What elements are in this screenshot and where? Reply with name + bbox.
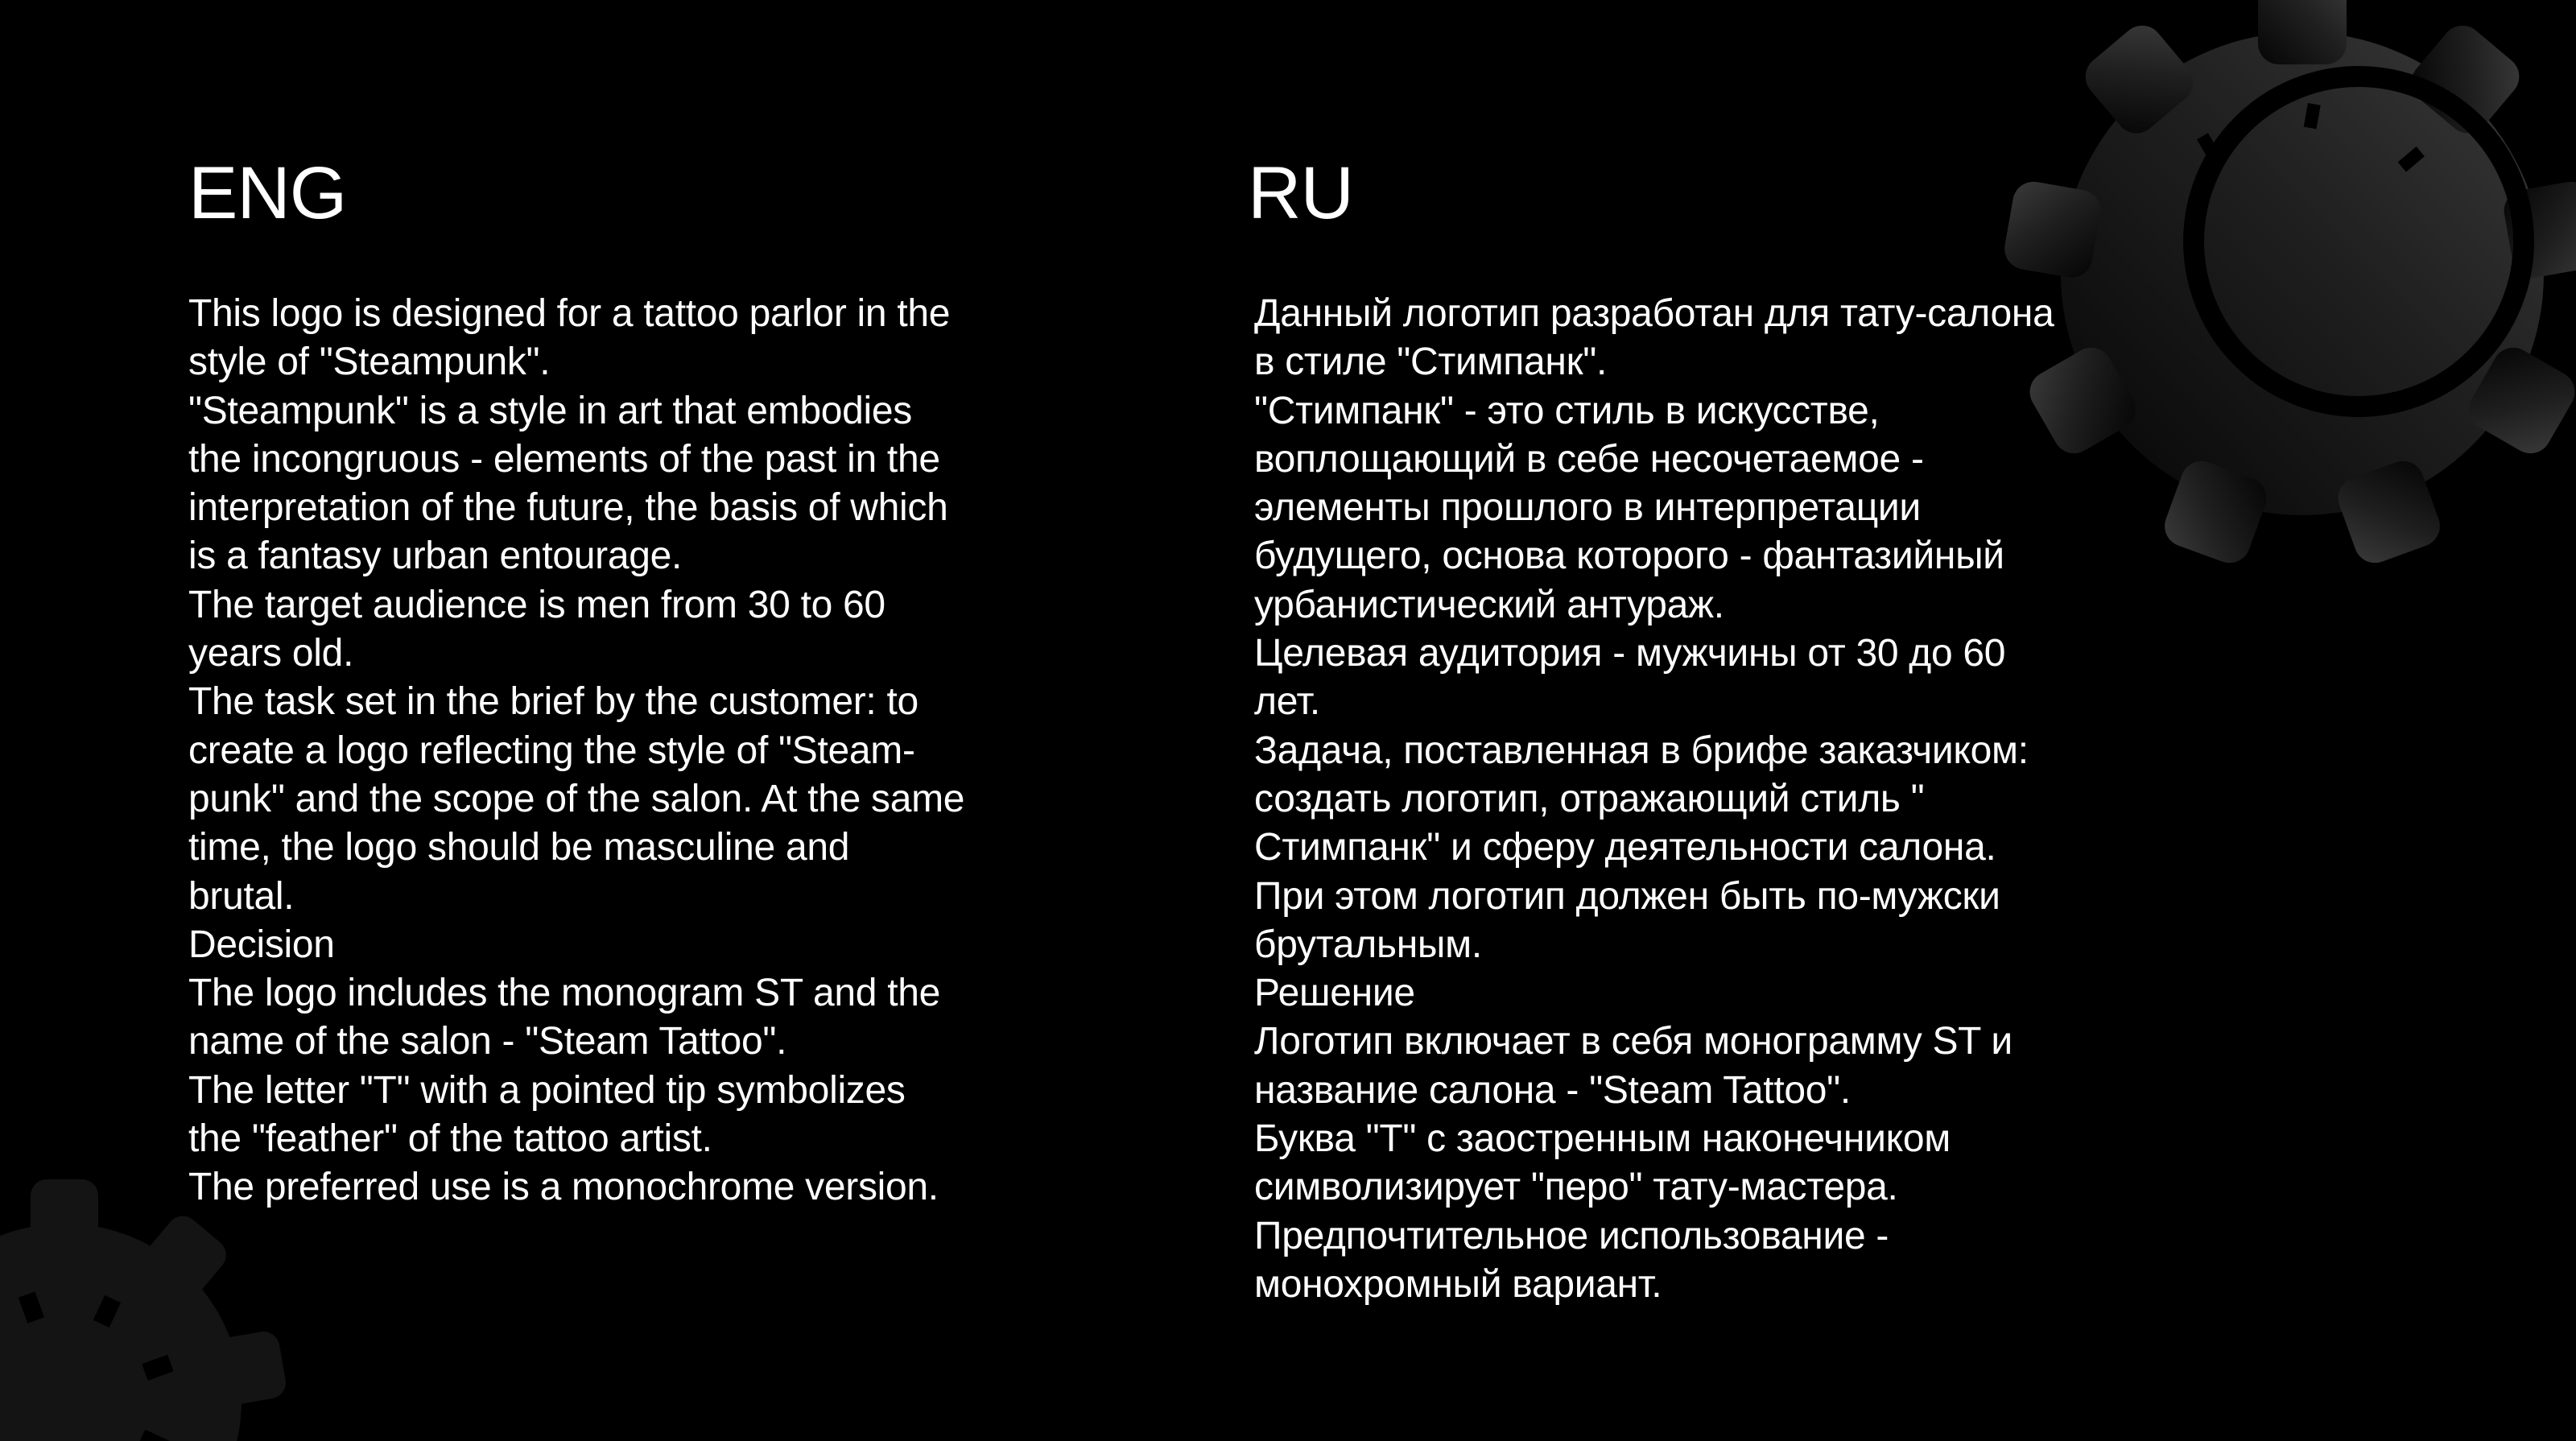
text-line: будущего, основа которого - фантазийный <box>1254 535 2004 578</box>
text-line: При этом логотип должен быть по-мужски <box>1254 874 2000 918</box>
text-line: is a fantasy urban entourage. <box>188 535 683 578</box>
text-line: Буква "Т" с заостренным наконечником <box>1254 1117 1951 1161</box>
description-eng <box>188 290 993 1212</box>
heading-ru: RU <box>1248 152 1353 234</box>
text-line: This logo is designed for a tattoo parlor in the <box>188 292 951 335</box>
text-line: в стиле "Стимпанк". <box>1254 341 1608 384</box>
text-line: Целевая аудитория - мужчины от 30 до 60 <box>1254 632 2006 675</box>
text-line: The letter "T" with a pointed tip symbolizes <box>188 1068 906 1112</box>
text-line: монохромный вариант. <box>1254 1262 1662 1306</box>
text-line: style of "Steampunk". <box>188 341 551 384</box>
text-line: The task set in the brief by the customer: to <box>188 680 919 724</box>
text-line: The logo includes the monogram ST and the <box>188 972 941 1015</box>
text-line: урбанистический антураж. <box>1254 583 1724 626</box>
text-line: the incongruous - elements of the past in the <box>188 437 940 481</box>
text-line: interpretation of the future, the basis of which <box>188 486 948 530</box>
section-label-decision: Решение <box>1254 972 1415 1015</box>
text-line: "Steampunk" is a style in art that embodies <box>188 389 912 432</box>
text-line: time, the logo should be masculine and <box>188 826 850 869</box>
text-line: Предпочтительное использование - <box>1254 1214 1889 1257</box>
text-line: punk" and the scope of the salon. At the same <box>188 777 965 820</box>
text-line: брутальным. <box>1254 923 1482 966</box>
text-line: Данный логотип разработан для тату-салона <box>1254 292 2054 335</box>
text-line: воплощающий в себе несочетаемое - <box>1254 437 1924 481</box>
text-line: элементы прошлого в интерпретации <box>1254 486 1921 530</box>
text-line: Стимпанк" и сферу деятельности салона. <box>1254 826 1996 869</box>
description-ru <box>1254 290 2075 1309</box>
gear-icon <box>1996 0 2576 580</box>
text-line: создать логотип, отражающий стиль " <box>1254 777 1925 820</box>
text-line: название салона - "Steam Tattoo". <box>1254 1068 1851 1112</box>
section-label-decision: Decision <box>188 923 335 966</box>
text-line: The target audience is men from 30 to 60 <box>188 583 886 626</box>
text-line: brutal. <box>188 874 295 918</box>
heading-eng: ENG <box>188 152 347 234</box>
text-line: "Стимпанк" - это стиль в искусстве, <box>1254 389 1880 432</box>
text-line: create a logo reflecting the style of "Steam- <box>188 729 915 772</box>
gear-icon <box>0 1175 290 1441</box>
text-line: years old. <box>188 632 354 675</box>
text-line: name of the salon - "Steam Tattoo". <box>188 1020 787 1063</box>
text-line: Задача, поставленная в брифе заказчиком: <box>1254 729 2029 772</box>
text-line: the "feather" of the tattoo artist. <box>188 1117 712 1161</box>
text-line: The preferred use is a monochrome version. <box>188 1166 939 1209</box>
text-line: лет. <box>1254 680 1320 724</box>
text-line: Логотип включает в себя монограмму ST и <box>1254 1020 2013 1063</box>
text-line: символизирует "перо" тату-мастера. <box>1254 1166 1898 1209</box>
